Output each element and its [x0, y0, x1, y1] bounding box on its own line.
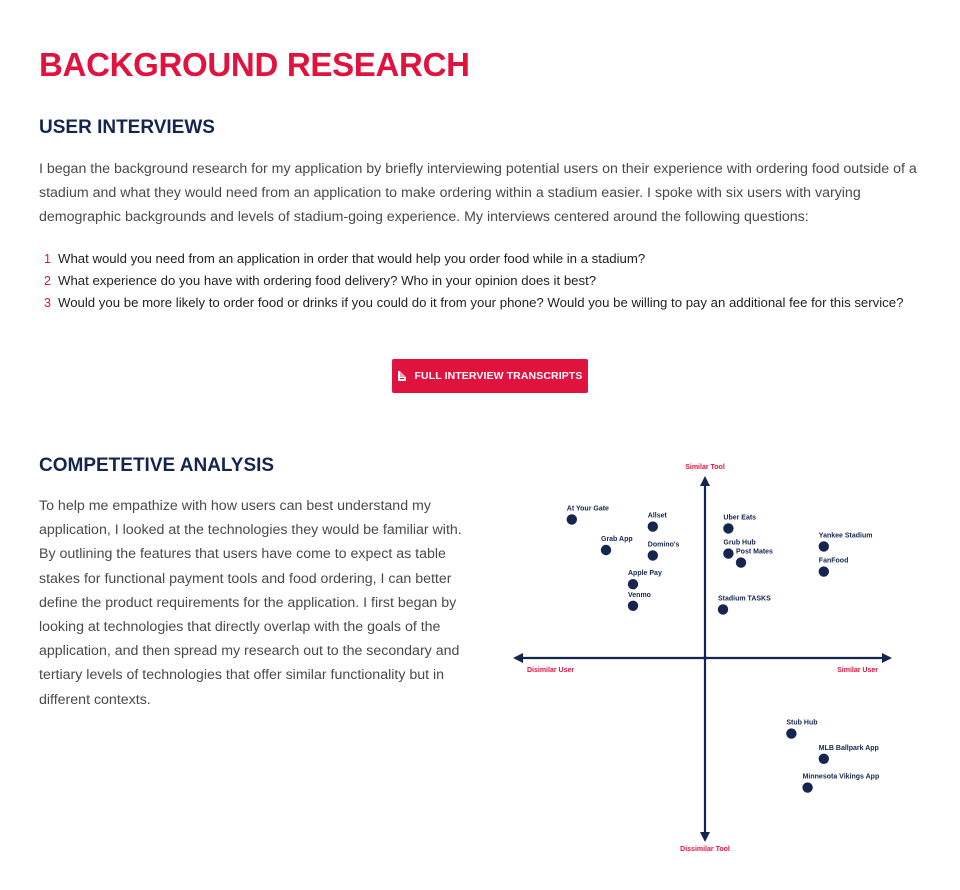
scatter-point [628, 601, 638, 611]
axis-label-top: Similar Tool [685, 464, 725, 471]
scatter-point [819, 754, 829, 764]
axis-label-right: Similar User [837, 667, 878, 674]
list-number: 1 [44, 252, 51, 266]
scatter-point-label: Grab App [601, 536, 633, 543]
scatter-point [648, 550, 658, 560]
list-item [39, 294, 919, 312]
scatter-point [723, 523, 733, 533]
question-text: What experience do you have with ordering food delivery? Who in your opinion does it best? [58, 273, 597, 288]
scatter-point [802, 782, 812, 792]
button-label: FULL INTERVIEW TRANSCRIPTS [414, 370, 583, 382]
scatter-point-label: Stadium TASKS [718, 595, 771, 603]
scatter-point-label: Grub Hub [723, 539, 756, 547]
scatter-point [786, 728, 796, 738]
scatter-point-label: Stub Hub [786, 719, 818, 727]
scatter-point-label: MLB Ballpark App [818, 744, 879, 752]
file-icon [398, 371, 406, 381]
competitive-analysis-paragraph: To help me empathize with how users can best understand my application, I looked at the technologies they would be familiar with. By outlining the features that users have come to expect as table stakes for functional payment tools and food ordering, I can better define the product requirements for the application. I first began by looking at technologies that directly overlap with the goals of the application, and then spread my research out to the secondary and tertiary levels of technologies that offer similar functionality but in different contexts. [39, 498, 462, 708]
axis-label-left: Disimilar User [527, 667, 575, 674]
scatter-point [567, 514, 577, 524]
scatter-point-label: At Your Gate [566, 505, 609, 513]
scatter-point-label: FanFood [818, 557, 849, 565]
scatter-point [601, 545, 611, 555]
scatter-point [718, 604, 728, 614]
list-number: 3 [44, 296, 51, 310]
scatter-point [819, 566, 829, 576]
scatter-point-label: Yankee Stadium [818, 532, 873, 540]
list-item [39, 250, 919, 268]
scatter-point [648, 521, 658, 531]
scatter-point [819, 541, 829, 551]
user-interviews-heading: USER INTERVIEWS [39, 117, 215, 138]
scatter-point-label: Uber Eats [723, 514, 757, 522]
interviews-intro-paragraph: I began the background research for my application by briefly interviewing potential users on their experience with ordering food outside of a stadium and what they would need from an application to make ordering within a stadium easier. I spoke with six users with varying demographic backgrounds and levels of stadium-going experience. My interviews centered around the following questions: [39, 161, 917, 225]
competitive-analysis-heading: COMPETETIVE ANALYSIS [39, 455, 275, 476]
scatter-point-label: Post Mates [736, 548, 773, 556]
full-interview-transcripts-button[interactable] [392, 359, 588, 393]
page-title: BACKGROUND RESEARCH [39, 46, 470, 83]
question-text: Would you be more likely to order food or drinks if you could do it from your phone? Would you be willing to pay an additional fee for this service? [58, 295, 904, 310]
scatter-point [723, 548, 733, 558]
scatter-point-label: Allset [647, 512, 667, 520]
question-text: What would you need from an application in order that would help you order food while in a stadium? [58, 251, 646, 266]
scatter-point [628, 579, 638, 589]
list-number: 2 [44, 274, 51, 288]
interview-questions-list [39, 250, 919, 316]
competitive-analysis-chart [510, 458, 900, 858]
scatter-point-label: Venmo [628, 591, 651, 599]
scatter-point [736, 557, 746, 567]
list-item [39, 272, 919, 290]
scatter-point-label: Apple Pay [628, 570, 662, 578]
scatter-point-label: Domino's [647, 541, 680, 549]
axis-label-bottom: Dissimilar Tool [680, 846, 730, 853]
scatter-point-label: Minnesota Vikings App [802, 773, 880, 781]
